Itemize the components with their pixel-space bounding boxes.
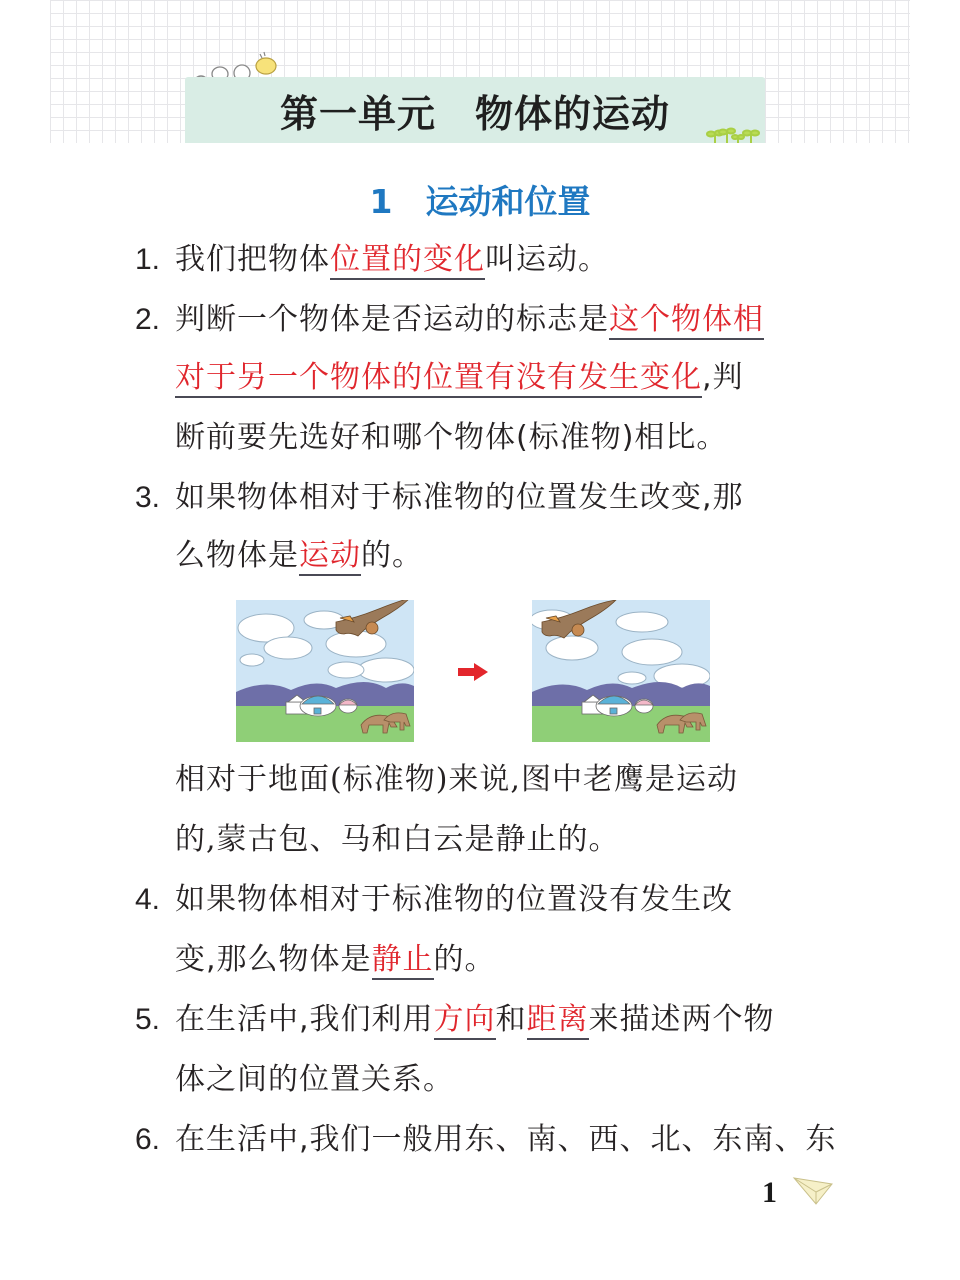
answer-blank: 静止 [372,942,434,980]
answer-blank: 运动 [299,538,361,576]
text: 的。 [433,942,496,977]
text: 断前要先选好和哪个物体(标准物)相比。 [175,420,728,455]
item-number: 1. [135,243,161,276]
text: 如果物体相对于标准物的位置没有发生改 [175,882,733,917]
text: 来描述两个物 [588,1002,775,1037]
answer-blank: 位置的变化 [330,242,485,280]
text: 变,那么物体是 [175,942,372,977]
text: 在生活中,我们一般用东、南、西、北、东南、东 [175,1122,837,1157]
item-number: 6. [135,1123,161,1156]
text: 在生活中,我们利用 [175,1002,434,1037]
answer-blank: 对于另一个物体的位置有没有发生变化 [175,360,702,398]
text: 叫运动。 [485,242,609,277]
item-4-line-1 [175,880,733,920]
unit-title: 第一单元 物体的运动 [279,93,670,136]
paper-plane-icon [792,1174,834,1206]
answer-blank: 方向 [434,1002,496,1040]
text: 如果物体相对于标准物的位置发生改变,那 [175,480,744,515]
text: 体之间的位置关系。 [175,1062,454,1097]
section-title: 1 运动和位置 [369,182,591,221]
text: ,判 [702,360,744,395]
text: 么物体是 [175,538,299,573]
answer-blank: 这个物体相 [609,302,764,340]
item-3-line-2 [175,536,423,576]
unit-banner [185,77,765,143]
item-number: 5. [135,1003,161,1036]
figure-caption-line-2: 的,蒙古包、马和白云是静止的。 [175,822,620,857]
text: 的。 [361,538,423,573]
figure-caption-line-1: 相对于地面(标准物)来说,图中老鹰是运动 [175,762,738,797]
text: 判断一个物体是否运动的标志是 [175,302,609,337]
item-1-line-1 [175,240,609,280]
sprouts-decoration-icon [705,124,760,144]
item-2-line-1 [175,300,764,340]
item-4-line-2 [175,940,496,980]
item-number: 3. [135,481,161,514]
text: 和 [495,1002,527,1037]
item-3-line-1 [175,478,744,518]
item-2-line-2 [175,358,744,398]
answer-blank: 距离 [527,1002,589,1040]
item-5-line-1 [175,1000,775,1040]
scene-image-left [236,600,414,742]
item-5-line-2 [175,1060,454,1100]
item-number: 2. [135,303,161,336]
page-number: 1 [762,1176,777,1209]
item-2-line-3 [175,418,727,458]
item-number: 4. [135,883,161,916]
item-6-line-1 [175,1120,837,1160]
text: 我们把物体 [175,242,330,277]
scene-image-right [532,600,710,742]
red-right-arrow-icon [458,663,488,681]
